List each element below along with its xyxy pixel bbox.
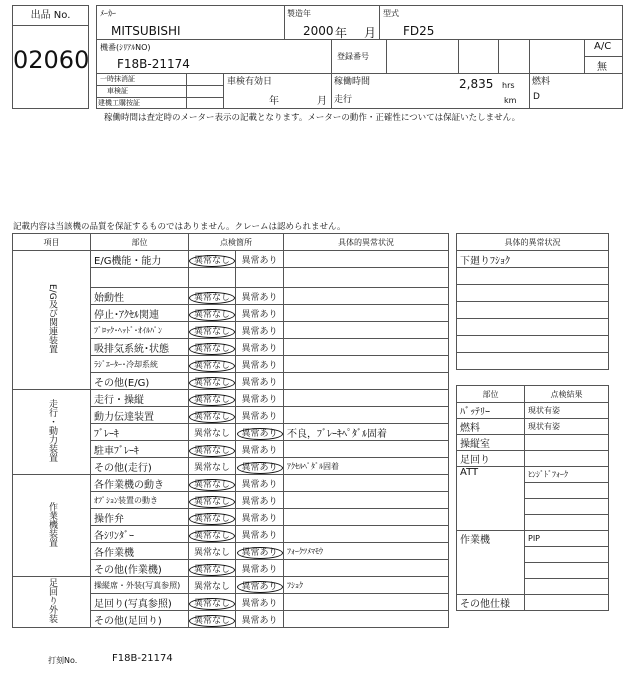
section-name: E/G及び関連装置 xyxy=(47,283,57,354)
model-value: FD25 xyxy=(403,24,435,38)
option-ng-label: 異常あり xyxy=(241,292,278,303)
part-name: その他仕様 xyxy=(457,595,525,611)
lot-box xyxy=(12,5,89,109)
option-ok-label: 異常なし xyxy=(189,411,235,423)
detail-note xyxy=(284,322,449,339)
result-value xyxy=(525,563,609,579)
empty-cell xyxy=(189,268,236,288)
option-ng[interactable] xyxy=(236,441,284,458)
vehicle-info xyxy=(96,5,623,109)
year-value: 2000 xyxy=(303,24,334,38)
result-value: 現状有姿 xyxy=(525,419,609,435)
hours-unit: hrs xyxy=(502,81,515,90)
part-name: その他(E/G) xyxy=(91,373,189,390)
option-ng[interactable] xyxy=(236,424,284,441)
detail-note xyxy=(284,407,449,424)
detail-row xyxy=(457,319,609,336)
result-value xyxy=(525,595,609,611)
detail-note: 不良，ﾌﾞﾚｰｷﾍﾟﾀﾞﾙ固着 xyxy=(284,424,449,441)
option-ng[interactable] xyxy=(236,458,284,475)
option-ng-label: 異常あり xyxy=(241,530,278,541)
detail-row xyxy=(457,302,609,319)
result-header: 点検結果 xyxy=(525,386,609,403)
registration-label: 登録番号 xyxy=(337,52,369,61)
table-row xyxy=(13,577,449,594)
result-value xyxy=(525,483,609,499)
detail-note xyxy=(284,268,449,288)
part-name: その他(作業機) xyxy=(91,560,189,577)
detail-note xyxy=(284,390,449,407)
option-ok[interactable] xyxy=(189,339,236,356)
option-ng[interactable] xyxy=(236,475,284,492)
fuel-value: D xyxy=(533,92,540,102)
option-ok-label: 異常なし xyxy=(189,343,235,355)
option-ok[interactable] xyxy=(189,475,236,492)
option-ok-label: 異常なし xyxy=(189,255,235,267)
option-ok[interactable] xyxy=(189,322,236,339)
option-ok[interactable] xyxy=(189,305,236,322)
detail-note xyxy=(284,560,449,577)
section-label xyxy=(13,475,91,577)
option-ng[interactable] xyxy=(236,526,284,543)
option-ng-label: 異常あり xyxy=(241,513,278,524)
disclaimer: 記載内容は当該機の品質を保証するものではありません。クレームは認められません。 xyxy=(13,222,346,232)
option-ng-label: 異常あり xyxy=(237,581,283,593)
option-ng[interactable] xyxy=(236,288,284,305)
serial-label: 機番(ｼﾘｱﾙNO) xyxy=(100,43,151,52)
option-ng-label: 異常あり xyxy=(237,547,283,559)
option-ok-label: 異常なし xyxy=(189,445,235,457)
option-ok[interactable] xyxy=(189,577,236,594)
header-detail: 具体的異常状況 xyxy=(284,234,449,251)
option-ok-label: 異常なし xyxy=(194,462,231,473)
option-ng-label: 異常あり xyxy=(241,445,278,456)
detail-note xyxy=(284,305,449,322)
part-name: 停止･ｱｸｾﾙ関連 xyxy=(91,305,189,322)
part-name xyxy=(91,268,189,288)
ac-label: A/C xyxy=(594,41,612,52)
option-ok[interactable] xyxy=(189,509,236,526)
option-ng-label: 異常あり xyxy=(241,564,278,575)
detail-note xyxy=(284,475,449,492)
option-ng[interactable] xyxy=(236,390,284,407)
option-ok-label: 異常なし xyxy=(194,547,231,558)
detail-header: 具体的異常状況 xyxy=(457,234,609,251)
maker-label: ﾒｰｶｰ xyxy=(100,9,116,18)
detail-row xyxy=(457,336,609,353)
part-name: 足回り xyxy=(457,451,525,467)
lot-label: 出品 No. xyxy=(13,6,88,26)
option-ok-label: 異常なし xyxy=(189,360,235,372)
part-name: 燃料 xyxy=(457,419,525,435)
part-name: ﾗｼﾞｴｰﾀｰ･冷却系統 xyxy=(91,356,189,373)
option-ok-label: 異常なし xyxy=(189,309,235,321)
option-ok-label: 異常なし xyxy=(189,479,235,491)
option-ok[interactable] xyxy=(189,288,236,305)
section-label xyxy=(13,390,91,475)
option-ok-label: 異常なし xyxy=(189,615,235,627)
option-ok[interactable] xyxy=(189,458,236,475)
option-ng[interactable] xyxy=(236,577,284,594)
table-row xyxy=(13,475,449,492)
part-name: 操作弁 xyxy=(91,509,189,526)
hours-note: 稼働時間は査定時のメーター表示の記載となります。メーターの動作・正確性については保証いたしません。 xyxy=(104,113,521,123)
option-ok-label: 異常なし xyxy=(189,292,235,304)
section-name: 走行・動力装置 xyxy=(47,399,57,462)
detail-note xyxy=(284,611,449,628)
detail-note: ｱｸｾﾙﾍﾟﾀﾞﾙ固着 xyxy=(284,458,449,475)
option-ok[interactable] xyxy=(189,543,236,560)
table-row xyxy=(13,251,449,268)
empty-cell xyxy=(236,268,284,288)
cert-label: 一時抹消証 xyxy=(100,75,135,83)
inspection-year: 年 xyxy=(269,96,279,107)
option-ok[interactable] xyxy=(189,441,236,458)
abnormal-detail-table xyxy=(456,233,609,370)
option-ok-label: 異常なし xyxy=(189,564,235,576)
option-ng[interactable] xyxy=(236,492,284,509)
detail-note xyxy=(284,509,449,526)
option-ok-label: 異常なし xyxy=(189,513,235,525)
option-ok[interactable] xyxy=(189,560,236,577)
option-ok-label: 異常なし xyxy=(189,496,235,508)
part-name: ﾌﾞﾚｰｷ xyxy=(91,424,189,441)
result-value: 現状有姿 xyxy=(525,403,609,419)
header-item: 項目 xyxy=(13,234,91,251)
option-ng[interactable] xyxy=(236,305,284,322)
option-ng-label: 異常あり xyxy=(237,462,283,474)
part-name: 操縦席・外装(写真参照) xyxy=(91,577,189,594)
km-unit: km xyxy=(504,96,517,105)
part-name: ATT xyxy=(457,467,525,531)
option-ng[interactable] xyxy=(236,594,284,611)
option-ng[interactable] xyxy=(236,251,284,268)
option-ng[interactable] xyxy=(236,611,284,628)
inspection-table xyxy=(12,233,449,628)
option-ng[interactable] xyxy=(236,509,284,526)
option-ok[interactable] xyxy=(189,594,236,611)
part-name: 走行・操縦 xyxy=(91,390,189,407)
option-ng[interactable] xyxy=(236,339,284,356)
option-ng-label: 異常あり xyxy=(241,343,278,354)
option-ng-label: 異常あり xyxy=(241,615,278,626)
header-part: 部位 xyxy=(91,234,189,251)
inspection-month: 月 xyxy=(317,96,327,107)
result-value xyxy=(525,515,609,531)
option-ng-label: 異常あり xyxy=(241,479,278,490)
option-ok[interactable] xyxy=(189,407,236,424)
model-label: 型式 xyxy=(383,9,399,18)
detail-note xyxy=(284,594,449,611)
detail-note: ﾌｫｰｸﾂﾒﾏﾓｳ xyxy=(284,543,449,560)
option-ng[interactable] xyxy=(236,356,284,373)
part-name: 吸排気系統･状態 xyxy=(91,339,189,356)
detail-note xyxy=(284,288,449,305)
part-name: 各ｼﾘﾝﾀﾞｰ xyxy=(91,526,189,543)
part-name: 各作業機の動き xyxy=(91,475,189,492)
result-value: PIP xyxy=(525,531,609,547)
option-ng-label: 異常あり xyxy=(241,394,278,405)
option-ok[interactable] xyxy=(189,611,236,628)
part-name: 作業機 xyxy=(457,531,525,595)
part-name: 操縦室 xyxy=(457,435,525,451)
detail-note xyxy=(284,356,449,373)
result-value xyxy=(525,579,609,595)
detail-note: ﾌｼｮｸ xyxy=(284,577,449,594)
year-label: 製造年 xyxy=(287,9,311,18)
option-ok-label: 異常なし xyxy=(194,428,231,439)
option-ok[interactable] xyxy=(189,251,236,268)
option-ok[interactable] xyxy=(189,492,236,509)
month-unit: 月 xyxy=(364,26,377,40)
option-ng-label: 異常あり xyxy=(237,428,283,440)
option-ng-label: 異常あり xyxy=(241,496,278,507)
result-value xyxy=(525,451,609,467)
maker-value: MITSUBISHI xyxy=(111,24,181,38)
section-label xyxy=(13,577,91,628)
option-ok-label: 異常なし xyxy=(189,598,235,610)
serial-value: F18B-21174 xyxy=(117,57,190,71)
detail-note xyxy=(284,492,449,509)
result-value xyxy=(525,435,609,451)
part-name: E/G機能・能力 xyxy=(91,251,189,268)
hours-value: 2,835 xyxy=(459,77,494,91)
option-ok-label: 異常なし xyxy=(194,581,231,592)
option-ng-label: 異常あり xyxy=(241,598,278,609)
year-unit: 年 xyxy=(335,26,348,40)
option-ng-label: 異常あり xyxy=(241,360,278,371)
option-ng[interactable] xyxy=(236,322,284,339)
cert-label: 車検証 xyxy=(107,87,128,95)
part-name: 足回り(写真参照) xyxy=(91,594,189,611)
table-row xyxy=(13,390,449,407)
option-ng[interactable] xyxy=(236,560,284,577)
detail-note xyxy=(284,339,449,356)
travel-label: 走行 xyxy=(334,95,353,105)
detail-row xyxy=(457,353,609,370)
part-header: 部位 xyxy=(457,386,525,403)
option-ok-label: 異常なし xyxy=(189,394,235,406)
stamp-label: 打刻No. xyxy=(48,656,78,665)
option-ok[interactable] xyxy=(189,526,236,543)
part-name: その他(走行) xyxy=(91,458,189,475)
detail-note xyxy=(284,373,449,390)
option-ng-label: 異常あり xyxy=(241,255,278,266)
section-name: 足回り外装 xyxy=(47,578,57,623)
part-name: 駐車ﾌﾞﾚｰｷ xyxy=(91,441,189,458)
inspection-label: 車検有効日 xyxy=(227,77,273,87)
header-check: 点検箇所 xyxy=(189,234,284,251)
option-ng-label: 異常あり xyxy=(241,309,278,320)
detail-note xyxy=(284,441,449,458)
option-ok[interactable] xyxy=(189,424,236,441)
part-name: その他(足回り) xyxy=(91,611,189,628)
result-value xyxy=(525,499,609,515)
ac-value: 無 xyxy=(597,62,607,73)
detail-note xyxy=(284,526,449,543)
option-ok-label: 異常なし xyxy=(189,326,235,338)
part-name: 動力伝達装置 xyxy=(91,407,189,424)
stamp-value: F18B-21174 xyxy=(112,653,173,664)
detail-row xyxy=(457,268,609,285)
part-name: 始動性 xyxy=(91,288,189,305)
option-ok-label: 異常なし xyxy=(189,377,235,389)
option-ok[interactable] xyxy=(189,373,236,390)
option-ng-label: 異常あり xyxy=(241,326,278,337)
option-ng[interactable] xyxy=(236,407,284,424)
part-name: ｵﾌﾟｼｮﾝ装置の動き xyxy=(91,492,189,509)
hours-label: 稼働時間 xyxy=(334,77,371,87)
detail-note xyxy=(284,251,449,268)
part-name: 各作業機 xyxy=(91,543,189,560)
option-ok[interactable] xyxy=(189,356,236,373)
option-ok-label: 異常なし xyxy=(189,530,235,542)
part-name: ﾊﾞｯﾃﾘｰ xyxy=(457,403,525,419)
detail-row xyxy=(457,285,609,302)
option-ok[interactable] xyxy=(189,390,236,407)
result-value xyxy=(525,547,609,563)
fuel-label: 燃料 xyxy=(532,77,551,87)
part-name: ﾌﾞﾛｯｸ･ﾍｯﾄﾞ･ｵｲﾙﾊﾟﾝ xyxy=(91,322,189,339)
option-ng[interactable] xyxy=(236,373,284,390)
cert-label: 建機工購按証 xyxy=(98,99,140,107)
lot-number: 02060 xyxy=(13,46,90,74)
section-label xyxy=(13,251,91,390)
parts-result-table xyxy=(456,385,609,611)
option-ng-label: 異常あり xyxy=(241,411,278,422)
detail-row: 下廻りﾌｼｮｸ xyxy=(457,251,609,268)
option-ng-label: 異常あり xyxy=(241,377,278,388)
option-ng[interactable] xyxy=(236,543,284,560)
section-name: 作業機装置 xyxy=(47,501,57,547)
result-value: ﾋﾝｼﾞﾄﾞﾌｫｰｸ xyxy=(525,467,609,483)
